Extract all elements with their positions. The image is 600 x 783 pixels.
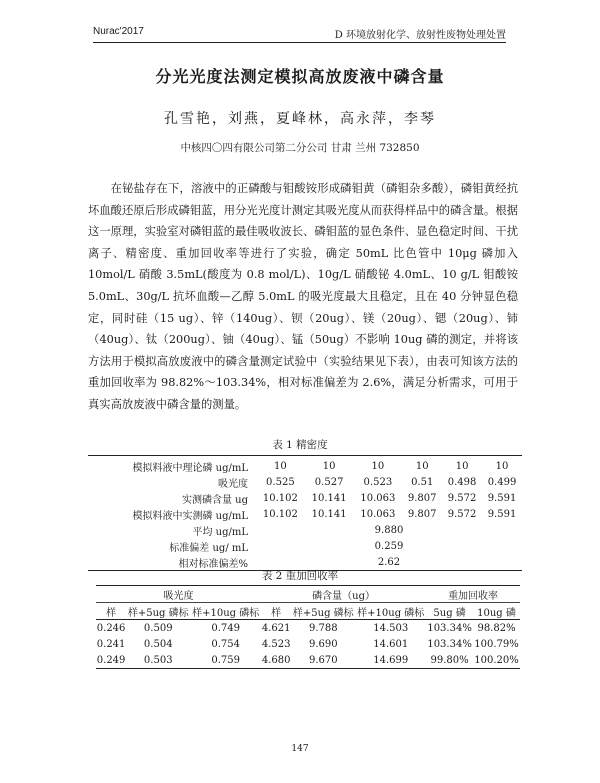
column-header: 样+10ug 磷标 — [355, 603, 426, 620]
row-label: 吸光度 — [218, 478, 248, 490]
table-row — [96, 620, 520, 637]
row-label: 标准偏差 ug/ mL — [169, 542, 248, 554]
column-header: 样+5ug 磷标 — [126, 603, 190, 620]
table-cell: 10 — [415, 460, 429, 472]
recovery-table — [96, 585, 520, 669]
table-cell: 0.504 — [143, 638, 173, 650]
paper-title: 分光光度法测定模拟高放废液中磷含量 — [155, 67, 445, 86]
table-cell: 9.572 — [447, 492, 477, 504]
table-cell: 2.62 — [377, 556, 401, 568]
table-cell: 4.523 — [261, 638, 291, 650]
affiliation: 中核四〇四有限公司第二分公司 甘肃 兰州 732850 — [180, 142, 420, 154]
table-cell: 10 — [371, 460, 385, 472]
column-header: 样+5ug 磷标 — [291, 603, 355, 620]
group-header-recovery: 重加回收率 — [426, 586, 520, 603]
table-cell: 10 — [274, 460, 287, 472]
table-cell: 14.699 — [373, 654, 409, 666]
table-cell: 14.503 — [373, 622, 409, 634]
table-cell: 0.759 — [211, 654, 240, 666]
table-cell: 4.680 — [261, 654, 291, 666]
table-cell: 0.503 — [143, 654, 173, 666]
column-header: 5ug 磷 — [426, 603, 473, 620]
table-cell: 0.241 — [96, 638, 126, 650]
table-cell: 9.670 — [308, 654, 338, 666]
abstract — [88, 178, 518, 416]
table-cell: 10 — [455, 460, 469, 472]
table-cell: 0.754 — [211, 638, 240, 650]
table-row — [88, 474, 522, 490]
table-cell: 0.498 — [447, 476, 477, 488]
table-cell: 10.102 — [262, 492, 298, 504]
table-row — [88, 522, 522, 538]
column-header: 样 — [96, 603, 126, 620]
table-cell: 103.34% — [427, 638, 472, 650]
table-cell: 0.259 — [374, 540, 404, 552]
row-label: 平均 ug/mL — [192, 526, 248, 538]
table-cell: 98.82% — [477, 622, 516, 634]
table-cell: 10.063 — [360, 492, 396, 504]
table-cell: 9.807 — [407, 508, 437, 520]
table-cell: 99.80% — [430, 654, 469, 666]
page-number: 147 — [291, 744, 309, 754]
table-cell: 0.249 — [96, 654, 126, 666]
table-cell: 0.499 — [487, 476, 517, 488]
table-row — [96, 636, 520, 652]
table-cell: 9.591 — [487, 492, 517, 504]
table-cell: 10.063 — [360, 508, 396, 520]
row-label: 模拟料液中实测磷 ug/mL — [132, 510, 248, 522]
author-list: 孔雪艳，刘燕，夏峰林，高永萍，李琴 — [164, 111, 436, 127]
column-header: 10ug 磷 — [473, 603, 520, 620]
table-row — [88, 456, 522, 475]
table-cell: 9.690 — [308, 638, 338, 650]
table-row — [96, 652, 520, 669]
table-cell: 100.20% — [474, 654, 519, 666]
table-cell: 9.807 — [407, 492, 437, 504]
table-cell: 10.141 — [311, 508, 347, 520]
table-cell: 0.749 — [211, 622, 240, 634]
table-cell: 9.788 — [308, 622, 338, 634]
group-header-absorbance: 吸光度 — [96, 586, 261, 603]
table-cell: 100.79% — [474, 638, 519, 650]
table-cell: 10 — [495, 460, 509, 472]
table-cell: 0.525 — [266, 476, 295, 488]
table-cell: 0.51 — [411, 476, 434, 488]
abstract-paragraph: 在铋盐存在下，溶液中的正磷酸与钼酸铵形成磷钼黄（磷钼杂多酸），磷钼黄经抗坏血酸还原后形成磷钼蓝，用分光光度计测定其吸光度从而获得样品中的磷含量。根据这一原理，实验室对磷钼蓝的最佳吸收波长、磷钼蓝的显色条件、显色稳定时间、干扰离子、精密度、重加回收率等进行了实验，确定 50mL 比色管中 10μg 磷加入 10mol/L 硝酸 3.5mL(酸度为 0.8 mol/L)、10g/L 硝酸铋 4.0mL、10 g/L 钼酸铵 5.0mL、30g/L 抗坏血酸—乙醇 5.0mL 的吸光度最大且稳定，且在 40 分钟显色稳定，同时硅（15 ug）、锌（140ug）、钡（20ug）、镁（20ug）、锶（20ug）、铈（40ug）、钛（200ug）、铀（40ug）、锰（50ug）不影响 10ug 磷的测定，并将该方法用于模拟高放废液中的磷含量测定试验中（实验结果见下表），由表可知该方法的重加回收率为 98.82%～103.34%，相对标准偏差为 2.6%，满足分析需求，可用于真实高放废液中磷含量的测量。 — [88, 182, 518, 411]
column-header: 样 — [261, 603, 291, 620]
table-cell: 4.621 — [261, 622, 291, 634]
table-cell: 0.509 — [143, 622, 173, 634]
column-header: 样+10ug 磷标 — [190, 603, 261, 620]
section-name: D 环境放射化学、放射性废物处理处置 — [334, 30, 506, 41]
table-row — [88, 506, 522, 522]
table-cell: 14.601 — [373, 638, 409, 650]
table-row — [88, 490, 522, 506]
table-cell: 0.246 — [96, 622, 126, 634]
row-label: 模拟料液中理论磷 ug/mL — [132, 462, 248, 474]
table-cell: 10 — [322, 460, 336, 472]
table-cell: 9.572 — [447, 508, 477, 520]
table-group-header — [96, 586, 520, 603]
table-row — [88, 538, 522, 554]
table2-caption: 表 2 重加回收率 — [261, 570, 339, 582]
row-label: 相对标准偏差% — [178, 558, 248, 570]
table-cell: 0.527 — [314, 476, 344, 488]
table1-caption: 表 1 精密度 — [272, 439, 328, 451]
row-label: 实测磷含量 ug — [181, 494, 248, 506]
table-cell: 10.141 — [311, 492, 347, 504]
table-cell: 9.591 — [487, 508, 517, 520]
table-cell: 10.102 — [262, 508, 298, 520]
table-cell: 9.880 — [374, 524, 404, 536]
table-sub-header — [96, 603, 520, 620]
group-header-phosphorus: 磷含量（ug） — [261, 586, 426, 603]
table-cell: 103.34% — [427, 622, 472, 634]
header-rule — [93, 42, 506, 43]
journal-name: Nurac'2017 — [93, 26, 144, 37]
table-cell: 0.523 — [363, 476, 393, 488]
precision-table — [88, 455, 522, 571]
running-header — [93, 26, 506, 42]
